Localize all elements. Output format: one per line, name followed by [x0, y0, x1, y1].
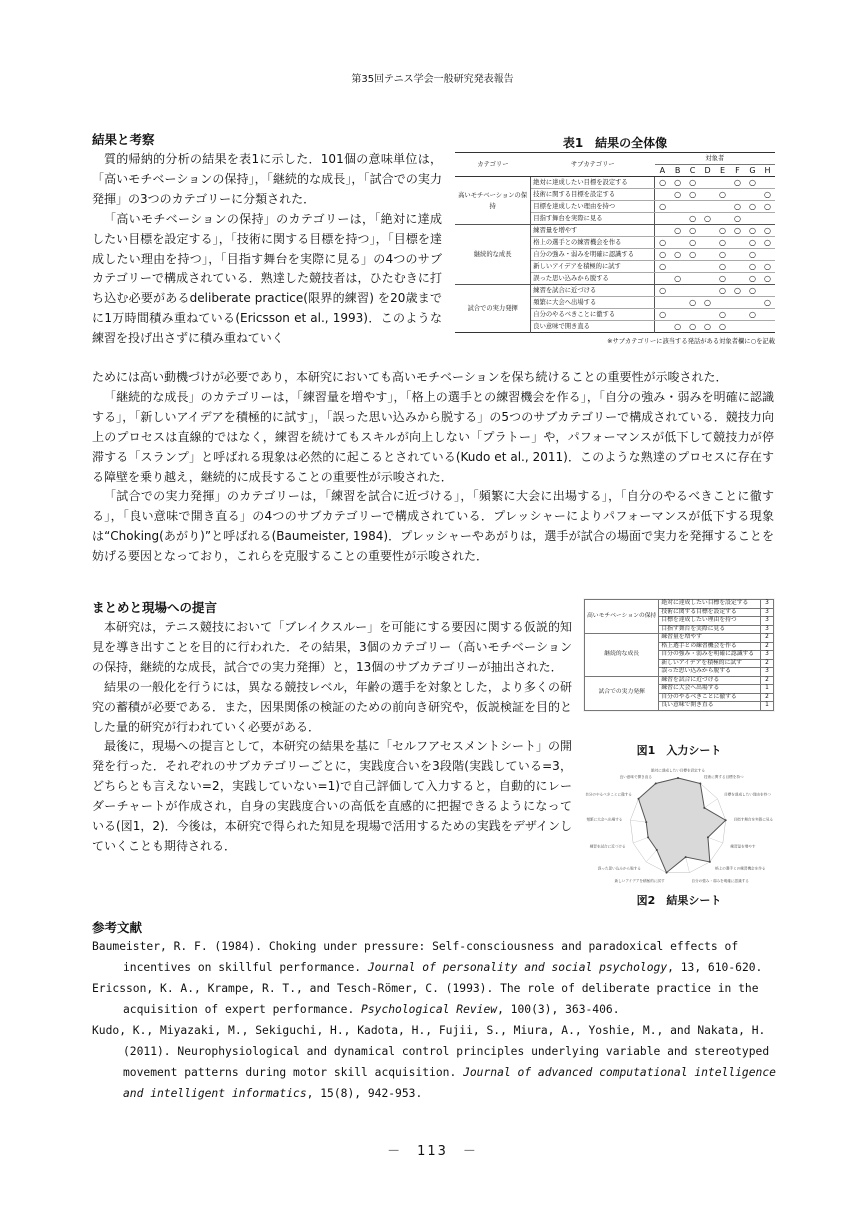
table1-mark-cell: ○ — [715, 237, 730, 249]
radar-axis-label: 技術に関する目標を持つ — [704, 774, 744, 779]
input-sheet-item: 絶対に達成したい目標を設定する — [659, 600, 761, 609]
table1-mark-cell: ○ — [730, 285, 745, 297]
table1-subcategory: 新しいアイデアを積極的に試す — [531, 261, 655, 273]
table1-mark-cell — [700, 273, 715, 285]
table1-mark-cell: ○ — [715, 249, 730, 261]
table1-mark-cell: ○ — [685, 237, 700, 249]
figure1-caption: 図1 入力シート — [636, 744, 722, 757]
table1-mark-cell — [700, 201, 715, 213]
table1-header-category: カテゴリー — [455, 153, 531, 177]
table1-subcategory: 良い意味で開き直る — [531, 321, 655, 333]
table1-mark-cell — [745, 189, 760, 201]
table1-subcategory: 誤った思い込みから脱する — [531, 273, 655, 285]
table1-mark-cell: ○ — [745, 177, 760, 189]
table1-mark-cell — [745, 297, 760, 309]
table1-subject-c: C — [685, 165, 700, 177]
table1-mark-cell — [700, 309, 715, 321]
table1-mark-cell: ○ — [715, 225, 730, 237]
table1-mark-cell — [715, 177, 730, 189]
input-sheet-category: 高いモチベーションの保持 — [585, 600, 659, 634]
input-sheet-row — [585, 676, 774, 685]
table1-mark-cell — [715, 297, 730, 309]
table1-mark-cell: ○ — [689, 214, 697, 223]
table1-mark-cell — [700, 225, 715, 237]
summary-paragraph-1: 本研究は，テニス競技において「ブレイクスルー」を可能にする要因に関する仮説的知見を導き出すことを目的に行われた．その結果，3個のカテゴリー（高いモチベーションの保持，継続的な成長，試合での実力発揮）と，13個のサブカテゴリーが抽出された． — [92, 620, 572, 674]
input-sheet-score[interactable]: 2 — [761, 634, 774, 643]
radar-point — [725, 819, 727, 821]
table1-mark-cell — [700, 177, 715, 189]
table1-mark-cell: ○ — [715, 285, 730, 297]
input-sheet-score[interactable]: 2 — [761, 676, 774, 685]
table1-mark-cell: ○ — [670, 189, 685, 201]
table1-subcategory: 練習量を増やす — [531, 225, 655, 237]
radar-chart — [583, 763, 773, 887]
input-sheet-item: 格上選手との練習機会を作る — [659, 642, 761, 651]
radar-axis-label: 絶対に達成したい目標を設定する — [651, 768, 705, 773]
table1-mark-cell: ○ — [655, 309, 670, 321]
table1-mark-cell — [700, 237, 715, 249]
table1-mark-cell — [730, 297, 745, 309]
table1-mark-cell — [670, 201, 685, 213]
table1-mark-cell — [760, 177, 775, 189]
table1-mark-cell: ○ — [715, 189, 730, 201]
radar-point — [707, 836, 709, 838]
radar-axis-label: 自分の強み・弱みを明確に認識する — [691, 878, 749, 883]
table1-mark-cell — [685, 285, 700, 297]
input-sheet-category: 試合での実力発揮 — [585, 676, 659, 710]
table1-mark-cell: ○ — [655, 285, 670, 297]
input-sheet-score[interactable]: 1 — [761, 685, 774, 694]
table1-mark-cell — [730, 309, 745, 321]
input-sheet-score[interactable]: 3 — [761, 617, 774, 626]
input-sheet-score[interactable]: 3 — [761, 608, 774, 617]
references-heading: 参考文献 — [92, 920, 143, 935]
table1-mark-cell — [670, 237, 685, 249]
input-sheet-table — [584, 599, 774, 711]
table1-mark-cell — [760, 213, 775, 225]
radar-point — [637, 798, 639, 800]
table1-category: 継続的な成長 — [455, 225, 531, 285]
radar-axis-label: 格上の選手との練習機会を作る — [715, 866, 766, 871]
table1-mark-cell — [655, 225, 670, 237]
table1-row — [455, 285, 775, 297]
table1-mark-cell: ○ — [674, 322, 682, 331]
summary-heading: まとめと現場への提言 — [92, 600, 218, 615]
input-sheet-score[interactable]: 3 — [761, 625, 774, 634]
table1-mark-cell — [655, 297, 670, 309]
table1-mark-cell: ○ — [685, 177, 700, 189]
figure2-result-sheet — [583, 763, 773, 887]
radar-point — [709, 861, 711, 863]
table1-mark-cell: ○ — [670, 249, 685, 261]
results-heading: 結果と考察 — [92, 132, 155, 147]
table1-subject-h: H — [760, 165, 775, 177]
table1-mark-cell: ○ — [715, 261, 730, 273]
table1-mark-cell — [715, 201, 730, 213]
table1-mark-cell — [700, 249, 715, 261]
table1-mark-cell: ○ — [745, 261, 760, 273]
results-paragraph-2b: ためには高い動機づけが必要であり，本研究においても高いモチベーションを保ち続けることの重要性が示唆された． — [92, 370, 728, 384]
table1-subcategory: 自分のやるべきことに徹する — [531, 309, 655, 321]
radar-axis-label: 頻繁に大会へ出場する — [586, 817, 623, 822]
page-header: 第35回テニス学会一般研究発表報告 — [351, 74, 514, 85]
input-sheet-score[interactable]: 3 — [761, 600, 774, 609]
results-paragraph-1: 質的帰納的分析の結果を表1に示した．101個の意味単位は，「高いモチベーションの保持」，「継続的な成長」，「試合での実力発揮」の3つのカテゴリーに分類された． — [92, 152, 442, 206]
table1-mark-cell: ○ — [763, 274, 771, 283]
radar-point — [656, 849, 658, 851]
table1-mark-cell: ○ — [730, 177, 745, 189]
input-sheet-item: 良い意味で開き直る — [659, 702, 761, 711]
table1-mark-cell — [685, 309, 700, 321]
input-sheet-item: 練習に大会へ出場する — [659, 685, 761, 694]
table1-mark-cell: ○ — [685, 249, 700, 261]
table1-mark-cell: ○ — [655, 201, 670, 213]
table1-mark-cell — [715, 213, 730, 225]
radar-point — [645, 821, 647, 823]
table1-mark-cell — [700, 189, 715, 201]
input-sheet-item: 技術に関する目標を設定する — [659, 608, 761, 617]
radar-point — [703, 807, 705, 809]
table1-subject-b: B — [670, 165, 685, 177]
table1-mark-cell — [730, 249, 745, 261]
radar-axis-label: 練習量を増やす — [730, 844, 756, 849]
table1-mark-cell: ○ — [715, 309, 730, 321]
table1-mark-cell — [670, 309, 685, 321]
table1-subcategory: 頻繁に大会へ出場する — [531, 297, 655, 309]
input-sheet-row — [585, 600, 774, 609]
table1-mark-cell: ○ — [685, 225, 700, 237]
table1-mark-cell — [730, 261, 745, 273]
table1-mark-cell: ○ — [745, 225, 760, 237]
table1-mark-cell: ○ — [745, 237, 760, 249]
table1-mark-cell: ○ — [674, 274, 682, 283]
table1-mark-cell — [760, 309, 775, 321]
table1-subcategory: 目標を達成したい理由を持つ — [531, 201, 655, 213]
table1-header-sub: サブカテゴリー — [531, 153, 655, 177]
table1-mark-cell — [670, 297, 685, 309]
input-sheet-score[interactable]: 3 — [761, 651, 774, 660]
reference-2: Ericsson, K. A., Krampe, R. T., and Tesch-Römer, C. (1993). The role of deliberate practice in the acquisition of expert performance. Psychological Review, 100(3), 363-406. — [92, 982, 759, 1016]
table1 — [455, 152, 775, 345]
table1-mark-cell — [730, 237, 745, 249]
table1-mark-cell: ○ — [730, 201, 745, 213]
table1-mark-cell — [655, 321, 670, 333]
table1-mark-cell — [760, 285, 775, 297]
input-sheet-item: 練習量を増やす — [659, 634, 761, 643]
table1-mark-cell: ○ — [745, 309, 760, 321]
summary-text — [92, 618, 572, 857]
table1-mark-cell — [655, 213, 670, 225]
input-sheet-item: 目標を達成したい理由を持つ — [659, 617, 761, 626]
radar-axis-label: 良い意味で開き直る — [619, 774, 652, 779]
table1-mark-cell: ○ — [670, 177, 685, 189]
table1-mark-cell — [700, 261, 715, 273]
table1-mark-cell: ○ — [760, 237, 775, 249]
table1-subject-d: D — [700, 165, 715, 177]
table1-mark-cell — [670, 261, 685, 273]
table1-mark-cell: ○ — [760, 201, 775, 213]
table1-mark-cell — [700, 285, 715, 297]
page-number: － 113 － — [387, 1144, 478, 1159]
table1-mark-cell — [685, 273, 700, 285]
radar-point — [655, 782, 657, 784]
table1-subcategory: 絶対に達成したい目標を設定する — [531, 177, 655, 189]
table1-mark-cell — [730, 273, 745, 285]
radar-axis-label: 新しいアイデアを積極的に試す — [614, 878, 665, 883]
results-paragraph-4: 「試合での実力発揮」のカテゴリーは，「練習を試合に近づける」，「頻繁に大会に出場する」，「自分のやるべきことに徹する」，「良い意味で開き直る」の4つのサブカテゴリーで構成されている．プレッシャーによりパフォーマンスが低下する現象は“Choking(あがり)”と呼ばれる(Baumeister, 1984)．プレッシャーやあがりは，選手が試合の場面で実力を発揮することを妨げる要因となっており，これらを克服することの重要性が示唆された． — [92, 489, 774, 564]
summary-paragraph-2: 結果の一般化を行うには，異なる競技レベル，年齢の選手を対象とした，より多くの研究の蓄積が必要である．また，因果関係の検証のための前向き研究や，仮説検証を目的とした量的研究が行われていく必要がある． — [92, 679, 572, 734]
table1-mark-cell: ○ — [745, 249, 760, 261]
input-sheet-category: 継続的な成長 — [585, 634, 659, 677]
table1-mark-cell — [760, 321, 775, 333]
radar-point — [677, 777, 679, 779]
table1-title: 表1 結果の全体像 — [562, 136, 668, 150]
table1-mark-cell — [655, 273, 670, 285]
results-table — [455, 152, 775, 333]
references-list — [92, 936, 776, 1104]
table1-note: ※サブカテゴリーに該当する発話がある対象者欄に○を記載 — [607, 338, 775, 345]
table1-mark-cell: ○ — [655, 249, 670, 261]
table1-subcategory: 技術に関する目標を設定する — [531, 189, 655, 201]
input-sheet-item: 目指す舞台を実際に見る — [659, 625, 761, 634]
table1-row — [455, 177, 775, 189]
table1-mark-cell — [730, 321, 745, 333]
table1-subcategory: 自分の強み・弱みを明確に認識する — [531, 249, 655, 261]
table1-mark-cell: ○ — [685, 297, 700, 309]
table1-subcategory: 練習を試合に近づける — [531, 285, 655, 297]
radar-series-area — [638, 778, 725, 873]
table1-row — [455, 225, 775, 237]
results-text-left — [92, 150, 442, 349]
table1-mark-cell: ○ — [760, 225, 775, 237]
table1-mark-cell: ○ — [730, 225, 745, 237]
input-sheet-score[interactable]: 1 — [761, 702, 774, 711]
input-sheet-item: 新しいアイデアを積極的に試す — [659, 659, 761, 668]
table1-mark-cell: ○ — [655, 237, 670, 249]
results-text-full — [92, 368, 774, 567]
table1-mark-cell — [730, 189, 745, 201]
figure1-input-sheet — [583, 598, 775, 712]
table1-mark-cell — [745, 213, 760, 225]
table1-mark-cell: ○ — [655, 261, 670, 273]
radar-axis-label: 練習を試合に近づける — [589, 844, 626, 849]
radar-point — [666, 872, 668, 874]
table1-mark-cell — [760, 249, 775, 261]
table1-mark-cell: ○ — [704, 214, 712, 223]
table1-subject-g: G — [745, 165, 760, 177]
table1-mark-cell — [670, 213, 685, 225]
table1-mark-cell: ○ — [748, 274, 756, 283]
figure2-caption: 図2 結果シート — [636, 894, 722, 907]
table1-mark-cell — [745, 321, 760, 333]
table1-mark-cell: ○ — [760, 189, 775, 201]
table1-subcategory: 目指す舞台を実際に見る — [531, 213, 655, 225]
summary-paragraph-3: 最後に，現場への提言として，本研究の結果を基に「セルフアセスメントシート」の開発を行った．それぞれのサブカテゴリーごとに，実践度合いを3段階(実践している=3，どちらとも言えない=2，実践していない=1)で自己評価して入力すると，自動的にレーダーチャートが作成され，自身の実践度合いの高低を直感的に把握できるようになっている(図1，2)．今後は，本研究で得られた知見を現場で活用するための実践をデザインしていくことも期待される． — [92, 739, 572, 853]
table1-mark-cell: ○ — [719, 322, 726, 331]
input-sheet-score[interactable]: 2 — [761, 642, 774, 651]
input-sheet-score[interactable]: 3 — [761, 668, 774, 677]
input-sheet-item: 誤った思い込みから脱する — [659, 668, 761, 677]
results-paragraph-2a: 「高いモチベーションの保持」のカテゴリーは，「絶対に達成したい目標を設定する」，「技術に関する目標を持つ」，「目標を達成したい理由を持つ」，「目指す舞台を実際に見る」の4つのサブカテゴリーで構成されている．熟達した競技者は，ひたむきに打ち込む必要があるdeliberate practice(限界的練習) を20歳までに1万時間積み重ねている(Ericsson et al., 1993)．このような練習を投げ出さずに積み重ねていく — [92, 211, 442, 346]
table1-mark-cell: ○ — [719, 274, 726, 283]
table1-mark-cell: ○ — [689, 322, 697, 331]
radar-point — [699, 782, 701, 784]
table1-mark-cell: ○ — [760, 261, 775, 273]
table1-mark-cell: ○ — [685, 189, 700, 201]
reference-3: Kudo, K., Miyazaki, M., Sekiguchi, H., Kadota, H., Fujii, S., Miura, A., Yoshie, M., and Nakata, H. (2011). Neurophysiological and dynamical control principles underlying variable and stereotyped movement patterns during motor skill acquisition. Journal of advanced computational intelligence and intelligent informatics, 15(8), 942-953. — [92, 1024, 776, 1100]
radar-axis-label: 自分のやるべきことに徹する — [585, 792, 632, 797]
radar-axis-label: 誤った思い込みから脱する — [597, 866, 641, 871]
reference-1: Baumeister, R. F. (1984). Choking under pressure: Self-consciousness and paradoxical effects of incentives on skillful performance. Journal of personality and social psychology, 13, 610-620. — [92, 940, 763, 974]
input-sheet-score[interactable]: 2 — [761, 659, 774, 668]
table1-mark-cell: ○ — [704, 322, 712, 331]
input-sheet-item: 練習を試合に近づける — [659, 676, 761, 685]
radar-point — [685, 856, 687, 858]
table1-mark-cell: ○ — [670, 225, 685, 237]
input-sheet-row — [585, 634, 774, 643]
table1-subject-e: E — [715, 165, 730, 177]
table1-category: 高いモチベーションの保持 — [455, 177, 531, 225]
results-paragraph-3: 「継続的な成長」のカテゴリーは，「練習量を増やす」，「格上の選手との練習機会を作る」，「自分の強み・弱みを明確に認識する」，「新しいアイデアを積極的に試す」，「誤った思い込みから脱する」の5つのサブカテゴリーで構成されている．競技力向上のプロセスは直線的ではなく，練習を続けてもスキルが向上しない「プラトー」や，パフォーマンスが低下して競技力が停滞する「スランプ」と呼ばれる現象は必然的に起こるとされている(Kudo et al., 2011)．このような熟達のプロセスに存在する障壁を乗り越え，継続的に成長することの重要性が示唆された． — [92, 389, 774, 484]
input-sheet-item: 自分の強み・弱みを明確に認識する — [659, 651, 761, 660]
table1-mark-cell: ○ — [745, 201, 760, 213]
input-sheet-score[interactable]: 2 — [761, 693, 774, 702]
table1-subject-f: F — [730, 165, 745, 177]
table1-mark-cell: ○ — [655, 177, 670, 189]
table1-mark-cell: ○ — [700, 297, 715, 309]
table1-subject-a: A — [655, 165, 670, 177]
input-sheet-item: 自分のやるべきことに徹する — [659, 693, 761, 702]
table1-category: 試合での実力発揮 — [455, 285, 531, 333]
table1-mark-cell — [670, 285, 685, 297]
radar-axis-label: 目指す舞台を実際に見る — [733, 817, 773, 822]
radar-point — [647, 836, 649, 838]
table1-mark-cell — [655, 189, 670, 201]
radar-axis-label: 目標を達成したい理由を持つ — [724, 792, 771, 797]
table1-mark-cell — [685, 201, 700, 213]
table1-subcategory: 格上の選手との練習機会を作る — [531, 237, 655, 249]
table1-mark-cell: ○ — [733, 214, 741, 223]
table1-mark-cell — [685, 261, 700, 273]
table1-header-target: 対象者 — [655, 153, 775, 165]
table1-mark-cell: ○ — [760, 297, 775, 309]
table1-mark-cell: ○ — [745, 285, 760, 297]
